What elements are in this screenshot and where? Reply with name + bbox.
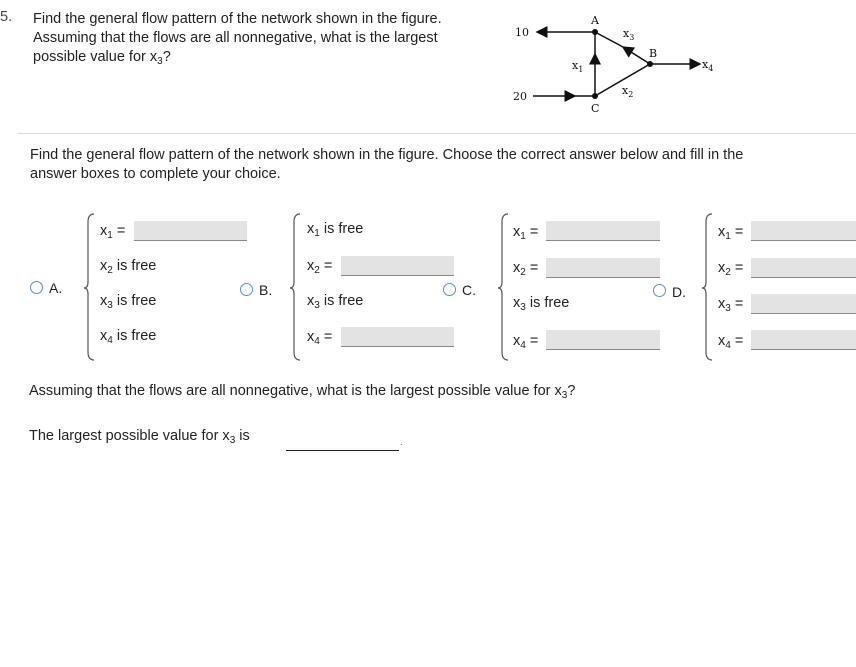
option-c-brace bbox=[498, 212, 510, 362]
option-a-row-x4: $x_4$ is free bbox=[100, 328, 157, 346]
option-c-row-x2: $x_2$ = bbox=[513, 260, 539, 278]
node-b bbox=[647, 61, 653, 67]
inflow-top-label: 10 bbox=[515, 26, 529, 39]
option-a-radio[interactable] bbox=[30, 281, 43, 294]
option-d-x1-input[interactable] bbox=[751, 221, 856, 241]
option-c-x2-input[interactable] bbox=[546, 258, 660, 278]
option-b-label[interactable]: B. bbox=[259, 282, 273, 298]
option-b-brace bbox=[290, 212, 302, 362]
option-d-label[interactable]: D. bbox=[672, 284, 686, 300]
edge-x3-label: $x_3$ bbox=[623, 27, 635, 42]
option-c-row-x1: $x_1$ = bbox=[513, 224, 539, 242]
option-a-brace bbox=[84, 212, 96, 362]
option-b-row-x4: $x_4$ = bbox=[307, 329, 333, 347]
question-number: 5. bbox=[0, 9, 13, 25]
question-line-2: Assuming that the flows are all nonnegative, what is the largest bbox=[33, 30, 438, 46]
largest-x3-input[interactable] bbox=[286, 449, 399, 451]
instructions bbox=[30, 146, 840, 184]
option-d-brace bbox=[702, 212, 714, 362]
node-a-label: A bbox=[591, 14, 599, 27]
option-d-row-x4: $x_4$ = bbox=[718, 333, 744, 351]
edge-x2-label: $x_2$ bbox=[622, 84, 634, 99]
option-d-x3-input[interactable] bbox=[751, 294, 856, 314]
option-a-label[interactable]: A. bbox=[49, 280, 63, 296]
option-b-row-x2: $x_2$ = bbox=[307, 258, 333, 276]
option-d-row-x2: $x_2$ = bbox=[718, 260, 744, 278]
part2-answer-label: The largest possible value for $x_3$ is bbox=[29, 428, 250, 446]
node-c bbox=[592, 93, 598, 99]
instructions-line-2: answer boxes to complete your choice. bbox=[30, 166, 281, 182]
edge-x1-label: $x_1$ bbox=[572, 59, 584, 74]
option-c-label[interactable]: C. bbox=[462, 282, 476, 298]
inflow-bottom-label: 20 bbox=[513, 90, 527, 103]
option-d-row-x1: $x_1$ = bbox=[718, 224, 744, 242]
edge-x4-label: $x_4$ bbox=[702, 58, 714, 73]
question-line-3: possible value for $x_3$? bbox=[33, 49, 171, 67]
part2-question: Assuming that the flows are all nonnegative, what is the largest possible value for $x_3$? bbox=[29, 383, 576, 401]
section-divider bbox=[18, 133, 856, 134]
option-c-x1-input[interactable] bbox=[546, 221, 660, 241]
option-d-x4-input[interactable] bbox=[751, 330, 856, 350]
option-b-x4-input[interactable] bbox=[341, 327, 454, 347]
answer-period: . bbox=[400, 437, 403, 448]
option-d-radio[interactable] bbox=[653, 284, 666, 297]
option-b-row-x3: $x_3$ is free bbox=[307, 293, 364, 311]
option-a-x1-input[interactable] bbox=[134, 221, 247, 241]
option-c-radio[interactable] bbox=[443, 283, 456, 296]
edge-x3 bbox=[623, 47, 650, 64]
option-a-row-x3: $x_3$ is free bbox=[100, 293, 157, 311]
option-b-radio[interactable] bbox=[240, 283, 253, 296]
node-a bbox=[592, 29, 598, 35]
option-c-row-x4: $x_4$ = bbox=[513, 333, 539, 351]
option-a-row-x1: $x_1$ = bbox=[100, 223, 126, 241]
option-d-row-x3: $x_3$ = bbox=[718, 296, 744, 314]
option-c-row-x3: $x_3$ is free bbox=[513, 295, 570, 313]
node-b-label: B bbox=[649, 47, 658, 60]
instructions-line-1: Find the general flow pattern of the network shown in the figure. Choose the correct answer below and fill in the bbox=[30, 147, 744, 163]
question-line-1: Find the general flow pattern of the network shown in the figure. bbox=[33, 11, 442, 27]
option-a-row-x2: $x_2$ is free bbox=[100, 258, 157, 276]
option-b-x2-input[interactable] bbox=[341, 256, 454, 276]
question-text bbox=[33, 10, 503, 71]
option-d-x2-input[interactable] bbox=[751, 258, 856, 278]
option-b-row-x1: $x_1$ is free bbox=[307, 221, 364, 239]
option-c-x4-input[interactable] bbox=[546, 330, 660, 350]
node-c-label: C bbox=[591, 102, 600, 115]
network-diagram bbox=[505, 8, 725, 118]
